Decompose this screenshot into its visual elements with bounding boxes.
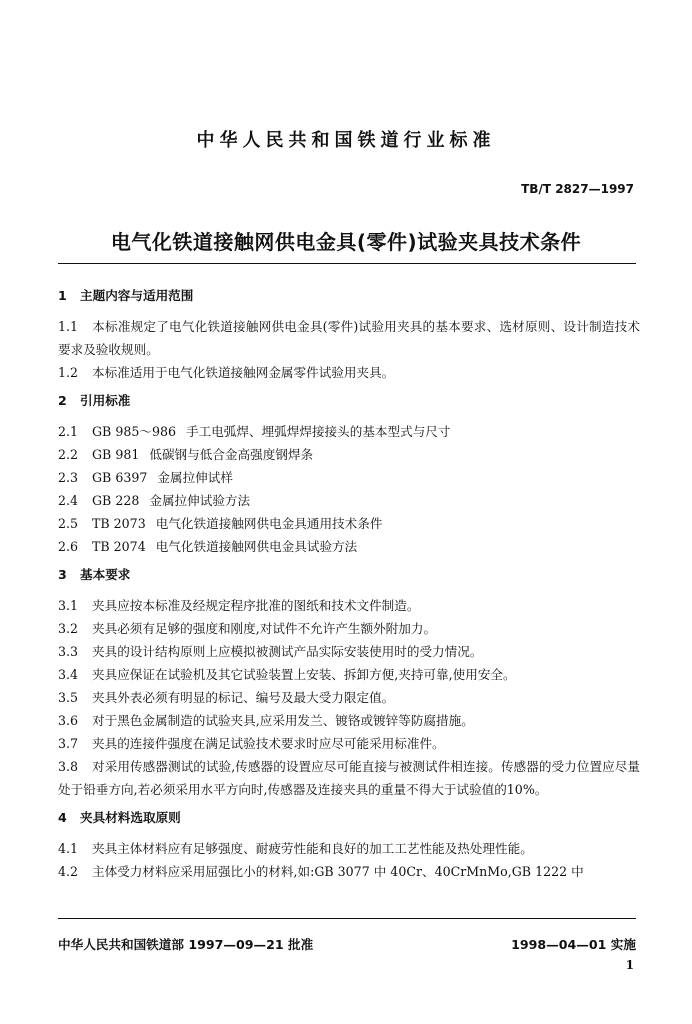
document-body [58, 284, 640, 883]
clause-4-2: 4.2 主体受力材料应采用屈强比小的材料,如:GB 3077 中 40Cr、40CrMnMo,GB 1222 中 [58, 864, 584, 879]
title-divider [58, 263, 636, 264]
clause-3-8: 3.8 对采用传感器测试的试验,传感器的设置应尽可能直接与被测试件相连接。传感器的受力位置应尽量处于铅垂方向,若必须采用水平方向时,传感器及连接夹具的重量不得大于试验值的10%。 [58, 759, 640, 797]
clause-4-1: 4.1 夹具主体材料应有足够强度、耐疲劳性能和良好的加工工艺性能及热处理性能。 [58, 841, 533, 856]
page-number: 1 [625, 958, 634, 972]
clause-1-1: 1.1 本标准规定了电气化铁道接触网供电金具(零件)试验用夹具的基本要求、选材原则、设计制造技术要求及验收规则。 [58, 319, 640, 357]
issuing-organization: 中华人民共和国铁道行业标准 [196, 130, 496, 151]
document-title: 电气化铁道接触网供电金具(零件)试验夹具技术条件 [110, 230, 582, 254]
footer-divider [58, 918, 636, 919]
reference-item: 2.3 GB 6397 金属拉伸试样 [58, 470, 233, 485]
reference-item: 2.6 TB 2074 电气化铁道接触网供电金具试验方法 [58, 539, 358, 554]
implementation-date: 1998—04—01 实施 [511, 937, 636, 952]
clause-3-2: 3.2 夹具必须有足够的强度和刚度,对试件不允许产生额外附加力。 [58, 621, 437, 636]
reference-item: 2.4 GB 228 金属拉伸试验方法 [58, 493, 251, 508]
standard-number: TB/T 2827—1997 [521, 182, 634, 196]
section-heading: 4 夹具材料选取原则 [58, 810, 181, 825]
section-heading: 2 引用标准 [58, 393, 131, 408]
reference-item: 2.1 GB 985～986 手工电弧焊、埋弧焊焊接接头的基本型式与尺寸 [58, 424, 451, 439]
clause-3-3: 3.3 夹具的设计结构原则上应模拟被测试产品实际安装使用时的受力情况。 [58, 644, 483, 659]
clause-1-2: 1.2 本标准适用于电气化铁道接触网金属零件试验用夹具。 [58, 365, 395, 380]
section-heading: 1 主题内容与适用范围 [58, 288, 194, 303]
section-heading: 3 基本要求 [58, 567, 131, 582]
clause-3-6: 3.6 对于黑色金属制造的试验夹具,应采用发兰、镀铬或镀锌等防腐措施。 [58, 713, 474, 728]
clause-3-7: 3.7 夹具的连接件强度在满足试验技术要求时应尽可能采用标准件。 [58, 736, 445, 751]
clause-3-5: 3.5 夹具外表必须有明显的标记、编号及最大受力限定值。 [58, 690, 395, 705]
clause-3-1: 3.1 夹具应按本标准及经规定程序批准的图纸和技术文件制造。 [58, 598, 420, 613]
reference-item: 2.2 GB 981 低碳钢与低合金高强度钢焊条 [58, 447, 314, 462]
clause-3-4: 3.4 夹具应保证在试验机及其它试验装置上安装、拆卸方便,夹持可靠,使用安全。 [58, 667, 516, 682]
approval-date: 中华人民共和国铁道部 1997—09—21 批准 [58, 937, 314, 952]
reference-item: 2.5 TB 2073 电气化铁道接触网供电金具通用技术条件 [58, 516, 383, 531]
